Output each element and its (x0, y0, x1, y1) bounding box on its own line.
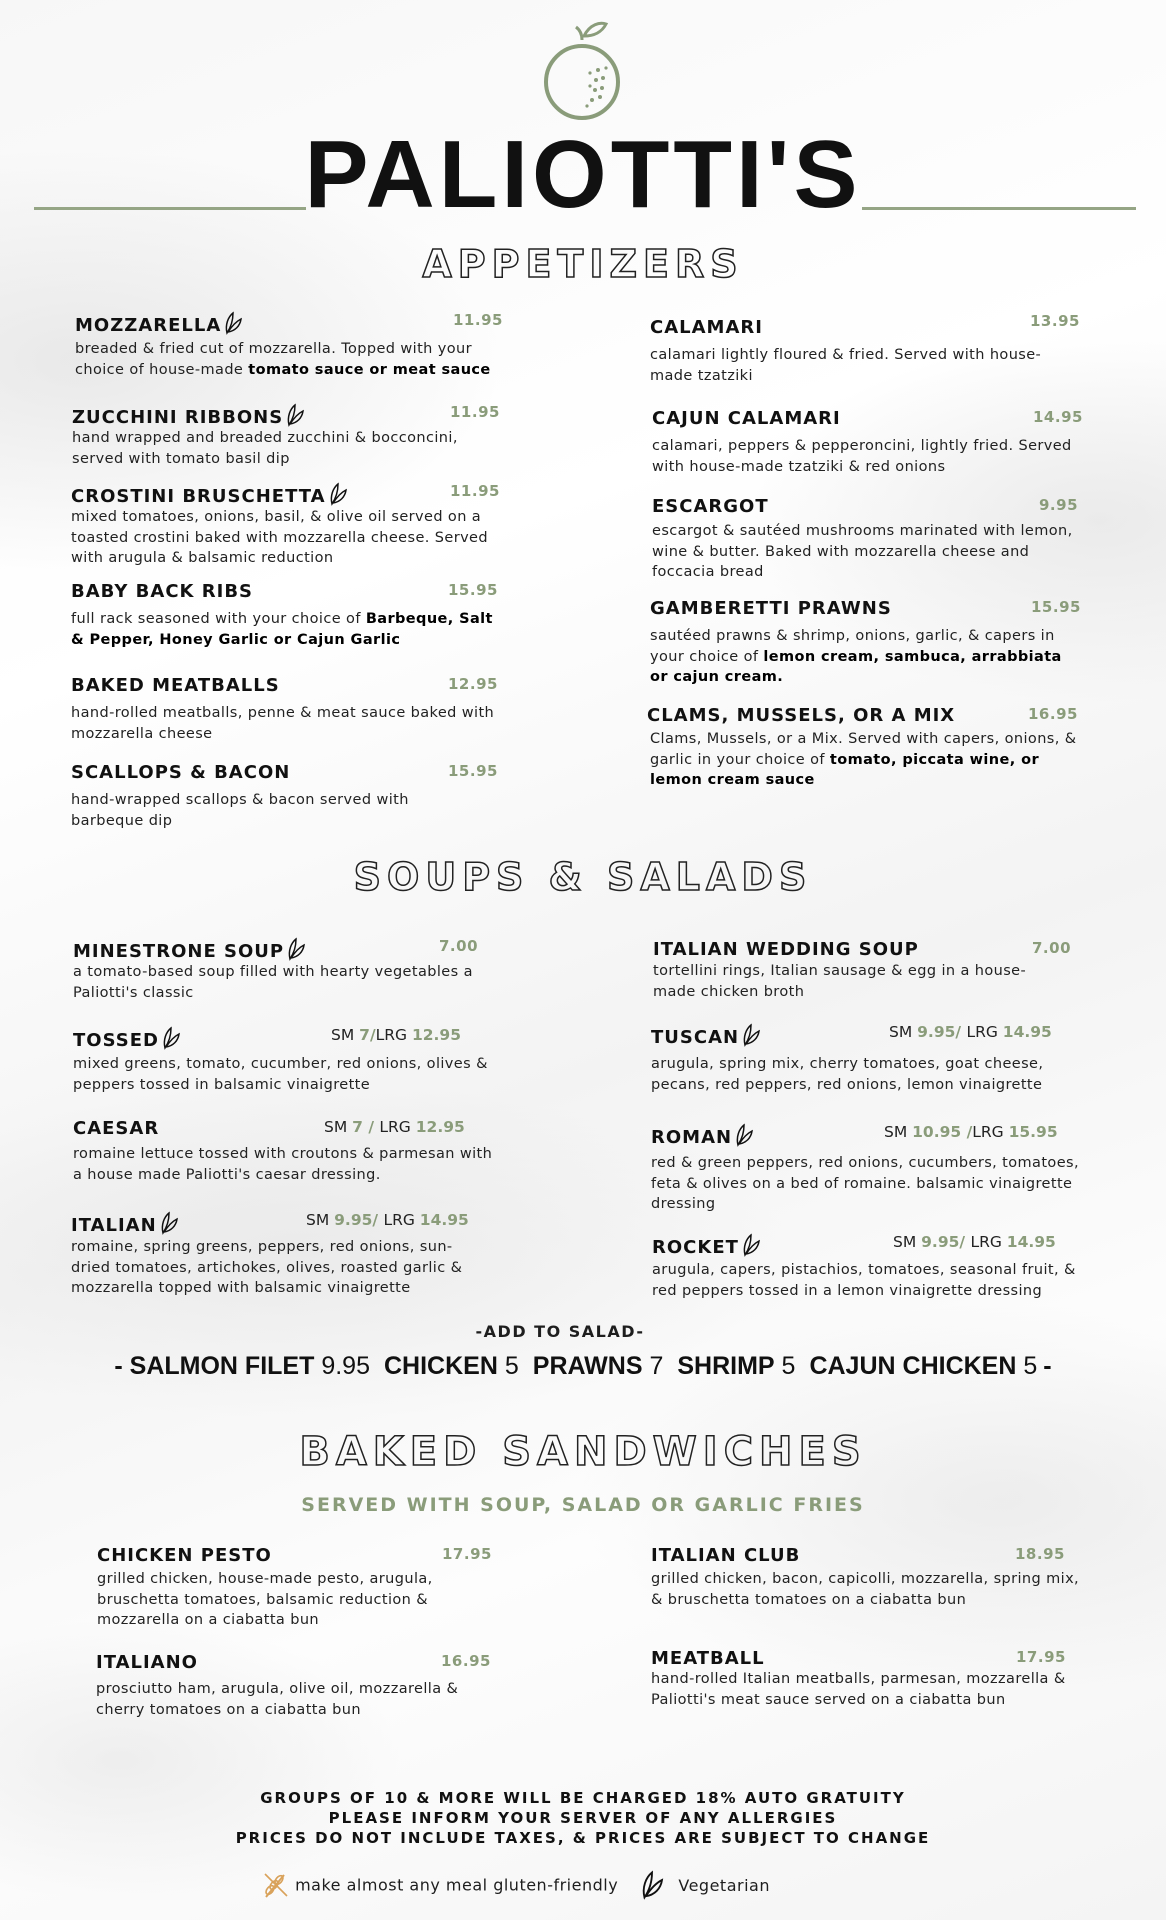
item-price: 11.95 (450, 482, 500, 500)
vegetarian-leaf-icon (285, 403, 305, 427)
item-description: Clams, Mussels, or a Mix. Served with capers, onions, & garlic in your choice of (650, 731, 1077, 768)
item-price: 13.95 (1030, 312, 1080, 330)
menu-item-caesar (73, 1118, 498, 1185)
menu-item-crostini-bruschetta (71, 482, 507, 569)
vegetarian-leaf-icon (159, 1211, 179, 1235)
item-name: ITALIAN WEDDING SOUP (653, 939, 919, 960)
item-description: romaine, spring greens, peppers, red onions, sun-dried tomatoes, artichokes, olives, roasted garlic & mozzarella topped with balsamic vinaigrette (71, 1239, 463, 1296)
item-name: ZUCCHINI RIBBONS (72, 407, 284, 428)
item-price: 18.95 (1015, 1545, 1065, 1563)
item-name: CALAMARI (650, 317, 763, 338)
item-description: a tomato-based soup filled with hearty vegetables a Paliotti's classic (73, 964, 473, 1001)
item-description-bold: tomato sauce or meat sauce (248, 361, 491, 378)
footer-allergies: PLEASE INFORM YOUR SERVER OF ANY ALLERGIES (328, 1809, 838, 1827)
addon-name: CAJUN CHICKEN (809, 1352, 1017, 1380)
item-price: 7.00 (1032, 939, 1072, 957)
size-price: SM 7/LRG 12.95 (331, 1026, 461, 1044)
menu-item-chicken-pesto (97, 1545, 497, 1631)
item-price: 17.95 (442, 1545, 492, 1563)
item-description-bold: lemon cream, sambuca, arrabbiata or cajun cream. (650, 648, 1062, 685)
menu-item-zucchini-ribbons (72, 403, 500, 469)
item-price: 16.95 (441, 1652, 491, 1670)
item-description: grilled chicken, house-made pesto, arugula, bruschetta tomatoes, balsamic reduction & mozzarella on a ciabatta bun (97, 1571, 433, 1628)
item-name: CROSTINI BRUSCHETTA (71, 486, 326, 507)
size-price: SM 9.95/ LRG 14.95 (306, 1211, 469, 1229)
item-name: ROMAN (651, 1127, 733, 1148)
vegetarian-leaf-icon (734, 1123, 754, 1147)
menu-item-italian-club (651, 1545, 1081, 1610)
menu-item-calamari (650, 312, 1080, 386)
item-name: CLAMS, MUSSELS, OR A MIX (647, 705, 956, 726)
menu-item-minestrone-soup (73, 937, 498, 1003)
item-name: ESCARGOT (652, 496, 769, 517)
footer-gratuity: GROUPS OF 10 & MORE WILL BE CHARGED 18% AUTO GRATUITY (260, 1789, 906, 1807)
item-name: ITALIANO (96, 1652, 198, 1673)
item-description: hand-wrapped scallops & bacon served with barbeque dip (71, 792, 409, 829)
menu-item-gamberetti-prawns (650, 598, 1080, 688)
item-description: full rack seasoned with your choice of (71, 611, 366, 627)
addon-name: CHICKEN (384, 1352, 498, 1380)
item-name: SCALLOPS & BACON (71, 762, 291, 783)
vegetarian-leaf-icon (223, 311, 243, 335)
menu-item-mozzarella (75, 311, 503, 380)
item-description: calamari, peppers & pepperoncini, lightly fried. Served with house-made tzatziki & red onions (652, 438, 1072, 475)
item-description-bold: Barbeque, Salt & Pepper, Honey Garlic or Cajun Garlic (71, 611, 493, 648)
menu-item-italian (71, 1211, 491, 1299)
gluten-friendly-label: make almost any meal gluten-friendly (295, 1875, 619, 1895)
vegetarian-label: Vegetarian (678, 1875, 770, 1895)
item-description: mixed greens, tomato, cucumber, red onions, olives & peppers tossed in balsamic vinaigrette (73, 1056, 488, 1093)
item-description-bold: tomato, piccata wine, or lemon cream sauce (650, 751, 1040, 788)
item-name: CHICKEN PESTO (97, 1545, 272, 1566)
item-price: 12.95 (448, 675, 498, 693)
menu-item-baby-back-ribs (71, 581, 496, 650)
item-description: hand-rolled Italian meatballs, parmesan, mozzarella & Paliotti's meat sauce served on a ciabatta bun (651, 1671, 1066, 1708)
item-name: MINESTRONE SOUP (73, 941, 285, 962)
item-price: 14.95 (1033, 408, 1083, 426)
section-title-appetizers: APPETIZERS (422, 242, 744, 286)
menu-item-italian-wedding-soup (653, 939, 1083, 1002)
legend (262, 1870, 770, 1900)
size-price: SM 7 / LRG 12.95 (324, 1118, 465, 1136)
restaurant-name: PALIOTTI'S (304, 121, 862, 228)
menu-item-tuscan (651, 1023, 1081, 1095)
item-description: tortellini rings, Italian sausage & egg in a house-made chicken broth (653, 963, 1027, 1000)
menu-item-roman (651, 1123, 1081, 1215)
addon-price: 5 (1023, 1352, 1038, 1380)
item-price: 15.95 (1031, 598, 1081, 616)
item-description: escargot & sautéed mushrooms marinated with lemon, wine & butter. Baked with mozzarella cheese and foccacia bread (652, 523, 1073, 580)
item-name: MOZZARELLA (75, 315, 222, 336)
leaf-icon (637, 1870, 667, 1900)
item-description: romaine lettuce tossed with croutons & parmesan with a house made Paliotti's caesar dressing. (73, 1146, 493, 1183)
item-price: 15.95 (448, 762, 498, 780)
addon-price: 9.95 (321, 1352, 370, 1380)
menu-item-baked-meatballs (71, 675, 496, 744)
add-to-salad-options: - SALMON FILET 9.95 CHICKEN 5 PRAWNS 7 SHRIMP 5 CAJUN CHICKEN 5 - (114, 1352, 1052, 1380)
item-description: hand wrapped and breaded zucchini & bocconcini, served with tomato basil dip (72, 430, 458, 467)
size-price: SM 9.95/ LRG 14.95 (889, 1023, 1052, 1041)
item-name: CAJUN CALAMARI (652, 408, 841, 429)
menu-item-italiano (96, 1652, 496, 1720)
menu-item-escargot (652, 496, 1082, 583)
addon-price: 7 (649, 1352, 664, 1380)
addon-name: PRAWNS (532, 1352, 643, 1380)
item-price: 9.95 (1039, 496, 1079, 514)
vegetarian-leaf-icon (161, 1026, 181, 1050)
item-name: CAESAR (73, 1118, 160, 1139)
item-name: ITALIAN (71, 1215, 157, 1236)
item-description: red & green peppers, red onions, cucumbers, tomatoes, feta & olives on a bed of romaine. balsamic vinaigrette dressing (651, 1155, 1079, 1212)
item-description: calamari lightly floured & fried. Served with house-made tzatziki (650, 347, 1042, 384)
size-price: SM 10.95 /LRG 15.95 (884, 1123, 1058, 1141)
item-name: MEATBALL (651, 1648, 765, 1669)
orange-logo-icon (540, 18, 624, 128)
menu-item-meatball (651, 1648, 1083, 1710)
menu-item-clams-mussels (647, 705, 1083, 791)
menu-item-cajun-calamari (652, 408, 1082, 477)
item-price: 7.00 (439, 937, 479, 955)
vegetarian-leaf-icon (328, 482, 348, 506)
section-title-baked-sandwiches: BAKED SANDWICHES (299, 1429, 867, 1475)
footer-prices: PRICES DO NOT INCLUDE TAXES, & PRICES ARE SUBJECT TO CHANGE (235, 1829, 931, 1847)
item-description: hand-rolled meatballs, penne & meat sauce baked with mozzarella cheese (71, 705, 495, 742)
item-price: 16.95 (1028, 705, 1078, 723)
item-description: prosciutto ham, arugula, olive oil, mozzarella & cherry tomatoes on a ciabatta bun (96, 1681, 459, 1718)
item-name: ROCKET (652, 1237, 739, 1258)
menu-item-rocket (652, 1233, 1084, 1301)
item-price: 17.95 (1016, 1648, 1066, 1666)
wheat-icon (262, 1871, 290, 1899)
sandwiches-subtitle: SERVED WITH SOUP, SALAD OR GARLIC FRIES (301, 1494, 865, 1516)
item-description: arugula, spring mix, cherry tomatoes, goat cheese, pecans, red peppers, red onions, lemon vinaigrette (651, 1056, 1044, 1093)
size-price: SM 9.95/ LRG 14.95 (893, 1233, 1056, 1251)
vegetarian-leaf-icon (286, 937, 306, 961)
item-price: 11.95 (450, 403, 500, 421)
item-description: breaded & fried cut of mozzarella. Topped with your choice of house-made (75, 341, 472, 378)
addon-price: 5 (504, 1352, 519, 1380)
vegetarian-leaf-icon (741, 1233, 761, 1257)
menu-item-tossed (73, 1026, 498, 1095)
addon-price: 5 (781, 1352, 796, 1380)
item-description: grilled chicken, bacon, capicolli, mozzarella, spring mix, & bruschetta tomatoes on a ciabatta bun (651, 1571, 1080, 1608)
item-price: 11.95 (453, 311, 503, 329)
add-to-salad-label: -ADD TO SALAD- (475, 1322, 645, 1341)
section-title-soups-salads: SOUPS & SALADS (353, 855, 813, 899)
item-name: BAKED MEATBALLS (71, 675, 280, 696)
vegetarian-leaf-icon (741, 1023, 761, 1047)
item-price: 15.95 (448, 581, 498, 599)
item-name: TOSSED (73, 1030, 159, 1051)
menu-item-scallops-bacon (71, 762, 498, 831)
item-description: mixed tomatoes, onions, basil, & olive oil served on a toasted crostini baked with mozzarella cheese. Served with arugula & balsamic reduction (71, 509, 488, 566)
item-name: ITALIAN CLUB (651, 1545, 801, 1566)
item-name: TUSCAN (651, 1027, 740, 1048)
addon-name: SHRIMP (677, 1352, 775, 1380)
addon-name: SALMON FILET (129, 1352, 315, 1380)
item-description: arugula, capers, pistachios, tomatoes, seasonal fruit, & red peppers tossed in a lemon vinaigrette dressing (652, 1262, 1076, 1299)
item-description: sautéed prawns & shrimp, onions, garlic, & capers in your choice of (650, 628, 1055, 665)
item-name: GAMBERETTI PRAWNS (650, 598, 892, 619)
item-name: BABY BACK RIBS (71, 581, 254, 602)
